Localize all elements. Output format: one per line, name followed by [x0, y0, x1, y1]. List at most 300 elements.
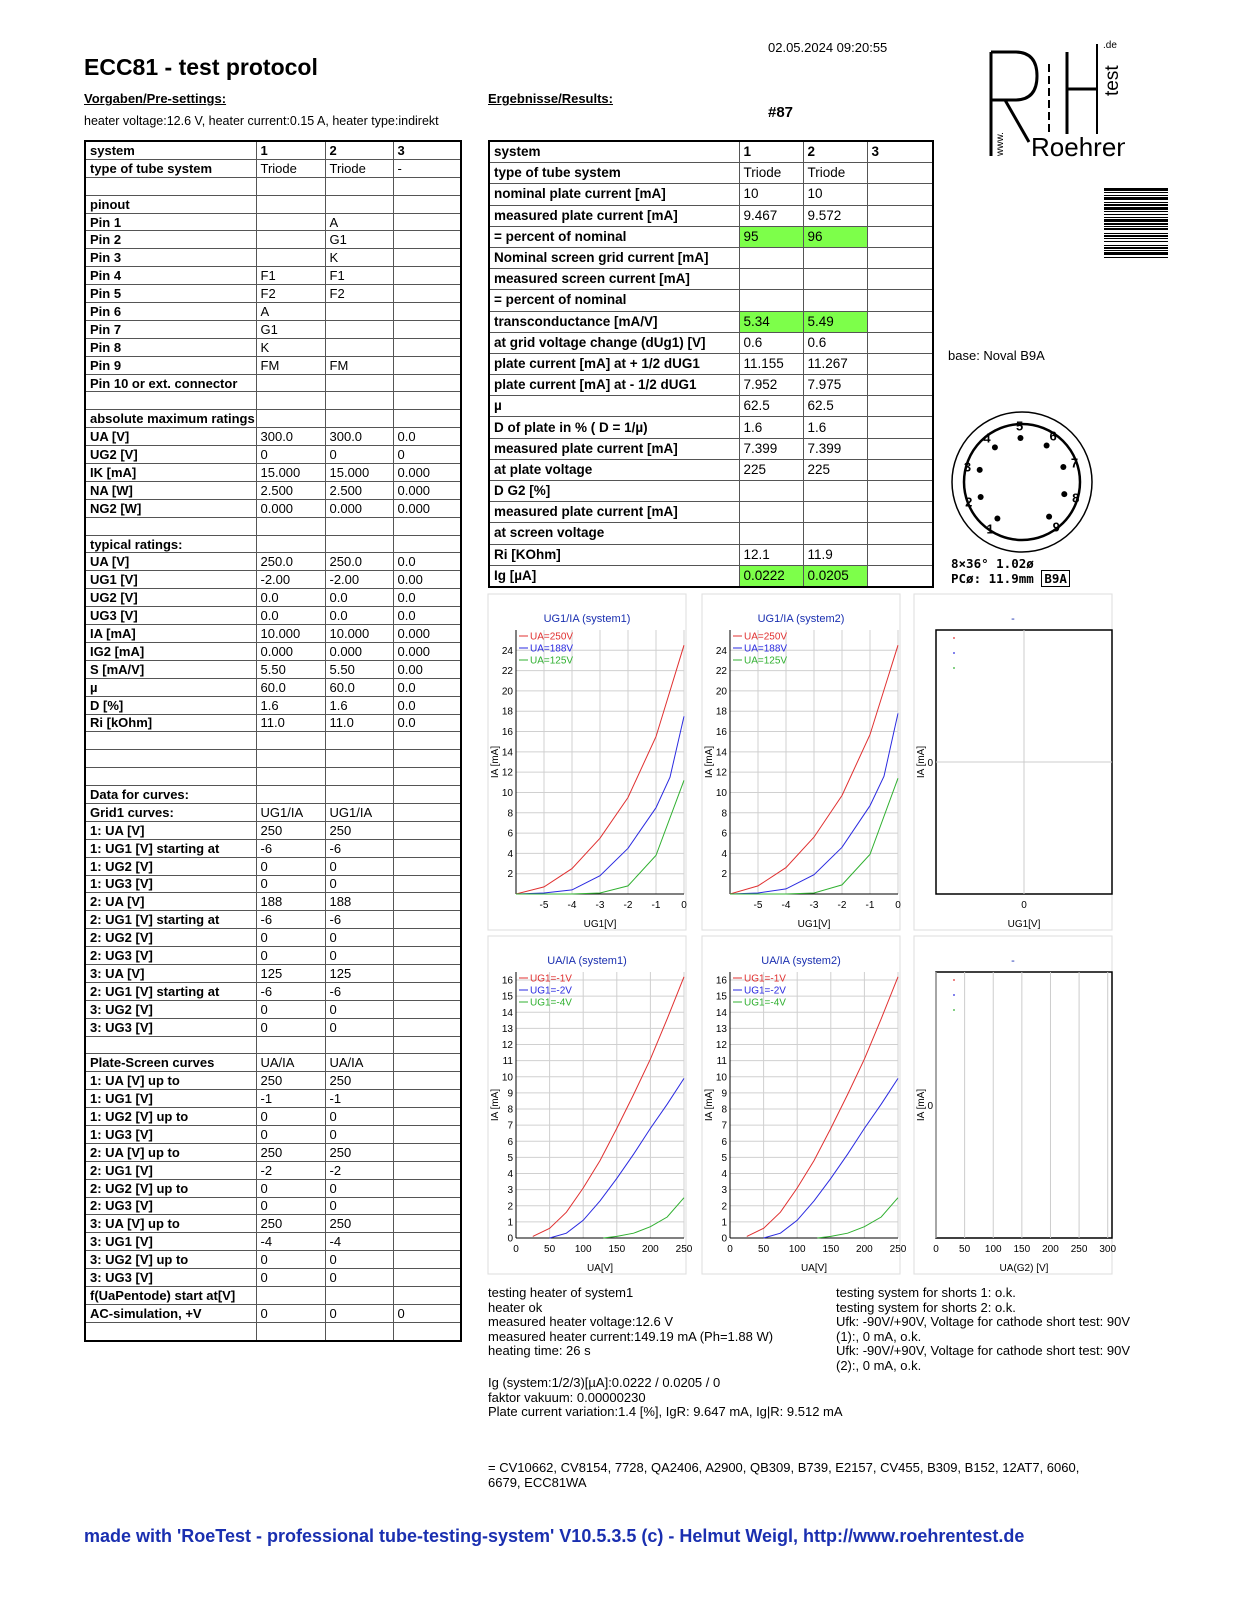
row-label: S [mA/V] — [85, 660, 256, 678]
y-tick-label: 5 — [721, 1152, 727, 1164]
result-value: Triode — [803, 163, 867, 184]
result-value — [867, 417, 933, 438]
result-value: 0.0205 — [803, 565, 867, 587]
note-line: heater ok — [488, 1299, 543, 1315]
cell-value: 60.0 — [325, 678, 393, 696]
x-axis-label: UG1[V] — [797, 919, 831, 930]
presettings-row — [85, 213, 461, 231]
cell-value: A — [325, 213, 393, 231]
barcode-bar — [1104, 197, 1168, 200]
cell-value — [393, 875, 461, 893]
y-axis-label: IA [mA] — [704, 1088, 715, 1122]
cell-value — [393, 1143, 461, 1161]
note-line: Ufk: -90V/+90V, Voltage for cathode short test: 90V — [836, 1343, 1131, 1358]
cell-value: 0.000 — [325, 642, 393, 660]
cell-value: UG1/IA — [325, 803, 393, 821]
y-tick-label: 12 — [715, 767, 727, 779]
presettings-row — [85, 714, 461, 732]
result-label: transconductance [mA/V] — [489, 311, 739, 332]
x-tick-label: 150 — [608, 1244, 626, 1255]
row-label: Pin 10 or ext. connector — [85, 374, 256, 392]
y-tick-label: 2 — [721, 1201, 727, 1213]
row-label: 2: UA [V] up to — [85, 1143, 256, 1161]
cell-value — [256, 517, 325, 535]
cell-value — [393, 1125, 461, 1143]
cell-value: 0.0 — [393, 553, 461, 571]
presettings-row — [85, 249, 461, 267]
row-label: Pin 4 — [85, 267, 256, 285]
cell-value: 0.000 — [256, 499, 325, 517]
presettings-row — [85, 1251, 461, 1269]
row-label: 2: UG1 [V] starting at — [85, 982, 256, 1000]
result-value: 225 — [739, 459, 803, 480]
cell-value: -4 — [325, 1233, 393, 1251]
cell-value: 0 — [256, 857, 325, 875]
pin-dot — [1044, 443, 1050, 449]
presettings-row — [85, 1161, 461, 1179]
y-tick-label: 6 — [507, 828, 513, 840]
cell-value: 0 — [325, 1269, 393, 1287]
cell-value — [256, 535, 325, 553]
pin-dot — [994, 515, 1000, 521]
cell-value — [393, 964, 461, 982]
barcode-bar — [1104, 188, 1168, 191]
y-tick-label: 18 — [501, 706, 513, 718]
cell-value: G1 — [256, 320, 325, 338]
x-tick-label: 50 — [959, 1244, 971, 1255]
result-value: 10 — [739, 184, 803, 205]
cell-value: 0 — [256, 1304, 325, 1322]
cell-value — [325, 535, 393, 553]
cell-value: F2 — [256, 285, 325, 303]
cell-value — [393, 410, 461, 428]
cell-value — [393, 750, 461, 768]
presettings-row — [85, 1233, 461, 1251]
result-label: plate current [mA] at + 1/2 dUG1 — [489, 353, 739, 374]
result-value — [867, 311, 933, 332]
cell-value — [256, 249, 325, 267]
shorts-test-notes — [836, 1286, 1176, 1373]
row-label: 1: UG1 [V] — [85, 1090, 256, 1108]
cell-value — [325, 320, 393, 338]
presettings-row — [85, 857, 461, 875]
cell-value: -6 — [325, 982, 393, 1000]
y-tick-label: 8 — [507, 808, 513, 820]
legend-label: UA=250V — [530, 631, 574, 643]
presettings-row — [85, 1197, 461, 1215]
barcode-bar — [1104, 228, 1168, 230]
row-label: 1: UG3 [V] — [85, 1125, 256, 1143]
presettings-row — [85, 517, 461, 535]
presettings-row — [85, 285, 461, 303]
result-label: Ri [KOhm] — [489, 544, 739, 565]
cell-value: F1 — [256, 267, 325, 285]
result-value: 7.975 — [803, 375, 867, 396]
result-label: = percent of nominal — [489, 290, 739, 311]
legend-label: UG1=-2V — [530, 985, 572, 997]
cell-value: 0 — [325, 857, 393, 875]
cell-value: 250 — [256, 1072, 325, 1090]
barcode-bar — [1104, 223, 1168, 225]
cell-value — [393, 392, 461, 410]
pin-number: 3 — [963, 459, 972, 475]
result-value: 0.0222 — [739, 565, 803, 587]
cell-value: 0 — [256, 1197, 325, 1215]
row-label — [85, 1036, 256, 1054]
legend-label: UA=250V — [744, 631, 788, 643]
presettings-row — [85, 660, 461, 678]
y-tick-label: 11 — [502, 1056, 513, 1068]
result-value — [739, 290, 803, 311]
result-value: 1 — [739, 141, 803, 163]
cell-value: 125 — [325, 964, 393, 982]
y-tick-label: 4 — [721, 848, 727, 860]
x-tick-label: 0 — [895, 900, 901, 911]
result-value — [739, 523, 803, 544]
x-axis-label: UA(G2) [V] — [999, 1263, 1049, 1274]
cell-value — [393, 982, 461, 1000]
cell-value — [393, 285, 461, 303]
cell-value: FM — [325, 356, 393, 374]
row-label: UG2 [V] — [85, 589, 256, 607]
y-tick-label: 20 — [715, 686, 727, 698]
row-label: 3: UG2 [V] up to — [85, 1251, 256, 1269]
row-label: 2: UG3 [V] — [85, 1197, 256, 1215]
presettings-row — [85, 1322, 461, 1340]
pin-dot — [1046, 514, 1052, 520]
presettings-row — [85, 481, 461, 499]
curve-chart — [914, 936, 1117, 1279]
presettings-row — [85, 338, 461, 356]
cell-value: 0 — [325, 875, 393, 893]
barcode-bar — [1104, 233, 1168, 234]
x-axis-label: UA[V] — [800, 1263, 828, 1274]
cell-value — [256, 213, 325, 231]
y-tick-label: 15 — [501, 991, 513, 1003]
presettings-row — [85, 159, 461, 177]
presettings-row — [85, 535, 461, 553]
row-label: IG2 [mA] — [85, 642, 256, 660]
y-tick-label: 22 — [501, 666, 513, 678]
cell-value: 0.0 — [393, 428, 461, 446]
cell-value — [325, 303, 393, 321]
results-row — [489, 459, 933, 480]
legend-label: UA=188V — [744, 643, 788, 655]
y-tick-label: 0 — [927, 1101, 933, 1112]
result-value — [739, 502, 803, 523]
y-tick-label: 14 — [501, 1007, 513, 1019]
cell-value — [393, 786, 461, 804]
cell-value — [256, 732, 325, 750]
cell-value: 5.50 — [325, 660, 393, 678]
y-tick-label: 16 — [715, 975, 727, 987]
y-tick-label: 1 — [507, 1217, 513, 1229]
chart-title: UG1/IA (system2) — [757, 613, 845, 625]
cell-value: 0 — [256, 1251, 325, 1269]
result-value — [867, 269, 933, 290]
presettings-row — [85, 1054, 461, 1072]
socket-spec-line2: PCø: 11.9mm B9A — [951, 571, 1070, 586]
x-tick-label: -4 — [567, 900, 577, 911]
row-label: UG1 [V] — [85, 571, 256, 589]
row-label: µ — [85, 678, 256, 696]
pin-number: 4 — [983, 430, 991, 446]
cell-value — [325, 1322, 393, 1340]
legend-label: UG1=-4V — [744, 997, 786, 1009]
cell-value: 0.0 — [325, 607, 393, 625]
curve-chart — [488, 936, 693, 1279]
row-label: 1: UA [V] — [85, 821, 256, 839]
cell-value: 0.0 — [393, 678, 461, 696]
row-label: absolute maximum ratings — [85, 410, 256, 428]
cell-value — [393, 267, 461, 285]
y-tick-label: 24 — [501, 645, 513, 657]
row-label: 2: UG1 [V] starting at — [85, 911, 256, 929]
cell-value: 0 — [256, 446, 325, 464]
legend-dot — [953, 652, 955, 654]
cell-value — [393, 1108, 461, 1126]
row-label: Pin 5 — [85, 285, 256, 303]
cell-value: 0.0 — [393, 714, 461, 732]
y-tick-label: 16 — [501, 975, 513, 987]
row-label — [85, 392, 256, 410]
cell-value — [325, 517, 393, 535]
base-label: base: Noval B9A — [948, 348, 1045, 363]
cell-value: 125 — [256, 964, 325, 982]
equivalents-line1: = CV10662, CV8154, 7728, QA2406, A2900, QB309, B739, E2157, CV455, B309, B152, 12AT7, 6060, — [488, 1460, 1080, 1475]
y-tick-label: 4 — [507, 1169, 513, 1181]
result-value: 7.952 — [739, 375, 803, 396]
result-value — [867, 438, 933, 459]
presettings-row — [85, 1215, 461, 1233]
x-tick-label: 250 — [889, 1244, 907, 1255]
cell-value: 0 — [256, 1269, 325, 1287]
results-row — [489, 332, 933, 353]
note-line: Plate current variation:1.4 [%], IgR: 9.647 mA, Ig|R: 9.512 mA — [488, 1404, 843, 1419]
result-value — [867, 459, 933, 480]
note-line: testing system for shorts 1: o.k. — [836, 1285, 1016, 1300]
y-axis-label: IA [mA] — [916, 1088, 927, 1122]
cell-value: A — [256, 303, 325, 321]
cell-value — [393, 893, 461, 911]
legend-dot — [953, 979, 955, 981]
cell-value: 0 — [256, 1000, 325, 1018]
result-value: 11.9 — [803, 544, 867, 565]
row-label: Pin 9 — [85, 356, 256, 374]
cell-value: 3 — [393, 141, 461, 159]
pin-dot — [1061, 491, 1067, 497]
page-title: ECC81 - test protocol — [84, 54, 318, 80]
curve-chart — [702, 594, 900, 935]
x-tick-label: -4 — [781, 900, 791, 911]
x-tick-label: 150 — [1013, 1244, 1031, 1255]
barcode-bar — [1104, 247, 1168, 249]
row-label: 3: UA [V] up to — [85, 1215, 256, 1233]
cell-value: 0 — [325, 1018, 393, 1036]
presettings-row — [85, 964, 461, 982]
result-value — [867, 565, 933, 587]
cell-value — [393, 374, 461, 392]
cell-value: 0 — [325, 1197, 393, 1215]
row-label — [85, 732, 256, 750]
row-label: 1: UG1 [V] starting at — [85, 839, 256, 857]
cell-value: 0 — [256, 1179, 325, 1197]
y-tick-label: 0 — [721, 1233, 727, 1245]
cell-value — [256, 1322, 325, 1340]
presettings-row — [85, 446, 461, 464]
presettings-row — [85, 982, 461, 1000]
cell-value: 0 — [325, 1179, 393, 1197]
y-axis-label: IA [mA] — [490, 1088, 501, 1122]
row-label: 2: UG1 [V] — [85, 1161, 256, 1179]
presettings-row — [85, 499, 461, 517]
cell-value: 0.0 — [393, 696, 461, 714]
result-value — [867, 375, 933, 396]
cell-value — [393, 338, 461, 356]
cell-value: 15.000 — [256, 464, 325, 482]
cell-value — [393, 356, 461, 374]
result-value — [867, 544, 933, 565]
x-tick-label: 200 — [1042, 1244, 1059, 1255]
cell-value — [256, 177, 325, 195]
y-tick-label: 18 — [715, 706, 727, 718]
row-label: 1: UA [V] up to — [85, 1072, 256, 1090]
x-axis-label: UG1[V] — [1007, 919, 1041, 930]
y-tick-label: 11 — [716, 1056, 727, 1068]
y-tick-label: 3 — [721, 1185, 727, 1197]
cell-value — [393, 732, 461, 750]
presettings-row — [85, 356, 461, 374]
presettings-row — [85, 177, 461, 195]
result-value: 10 — [803, 184, 867, 205]
row-label: Pin 3 — [85, 249, 256, 267]
note-line: (2):, 0 mA, o.k. — [836, 1357, 922, 1373]
cell-value: - — [393, 159, 461, 177]
cell-value: 10.000 — [325, 625, 393, 643]
result-value — [867, 184, 933, 205]
chart-svg — [914, 594, 1112, 930]
presettings-row — [85, 696, 461, 714]
cell-value — [393, 857, 461, 875]
result-value — [867, 481, 933, 502]
cell-value: 250 — [256, 821, 325, 839]
y-axis-label: IA [mA] — [704, 745, 715, 779]
presettings-row — [85, 929, 461, 947]
cell-value — [393, 1054, 461, 1072]
presettings-row — [85, 141, 461, 159]
cell-value: 0 — [325, 1125, 393, 1143]
cell-value — [256, 1036, 325, 1054]
cell-value: 0.000 — [393, 481, 461, 499]
cell-value — [393, 803, 461, 821]
y-tick-label: 4 — [507, 848, 513, 860]
cell-value: 0 — [325, 446, 393, 464]
cell-value: Triode — [325, 159, 393, 177]
result-value — [739, 481, 803, 502]
legend-dot — [953, 637, 955, 639]
row-label: 1: UG2 [V] up to — [85, 1108, 256, 1126]
result-value — [803, 269, 867, 290]
result-value — [867, 502, 933, 523]
legend-label: UG1=-1V — [744, 973, 786, 985]
cell-value: 250 — [325, 821, 393, 839]
cell-value — [393, 535, 461, 553]
cell-value: 0 — [256, 947, 325, 965]
y-tick-label: 22 — [715, 666, 727, 678]
heater-settings: heater voltage:12.6 V, heater current:0.15 A, heater type:indirekt — [84, 114, 439, 128]
cell-value: -6 — [325, 839, 393, 857]
cell-value — [325, 786, 393, 804]
result-label: at screen voltage — [489, 523, 739, 544]
equivalents — [488, 1461, 1188, 1490]
cell-value: 0 — [256, 1125, 325, 1143]
cell-value — [393, 1322, 461, 1340]
y-tick-label: 6 — [721, 1136, 727, 1148]
note-line: faktor vakuum: 0.00000230 — [488, 1389, 646, 1405]
chart-title: - — [1011, 955, 1015, 967]
presettings-row — [85, 1287, 461, 1305]
presettings-row — [85, 750, 461, 768]
cell-value: UG1/IA — [256, 803, 325, 821]
cell-value: 0.00 — [393, 571, 461, 589]
y-tick-label: 2 — [507, 1201, 513, 1213]
cell-value: 188 — [325, 893, 393, 911]
result-label: plate current [mA] at - 1/2 dUG1 — [489, 375, 739, 396]
cell-value: F1 — [325, 267, 393, 285]
row-label: UA [V] — [85, 428, 256, 446]
cell-value — [256, 750, 325, 768]
cell-value — [393, 195, 461, 213]
curve-chart — [914, 594, 1112, 935]
chart-svg — [914, 936, 1117, 1274]
x-tick-label: 0 — [933, 1244, 939, 1255]
row-label: system — [85, 141, 256, 159]
y-tick-label: 6 — [721, 828, 727, 840]
presettings-row — [85, 678, 461, 696]
y-tick-label: 1 — [721, 1217, 727, 1229]
y-tick-label: 4 — [721, 1169, 727, 1181]
cell-value: F2 — [325, 285, 393, 303]
note-line: measured heater current:149.19 mA (Ph=1.88 W) — [488, 1328, 774, 1344]
chart-svg — [488, 594, 686, 930]
result-value — [867, 163, 933, 184]
result-value — [803, 481, 867, 502]
pin-number: 6 — [1049, 428, 1057, 444]
plot-area — [936, 972, 1112, 1238]
row-label: NA [W] — [85, 481, 256, 499]
cell-value: 250 — [325, 1215, 393, 1233]
y-tick-label: 8 — [721, 1104, 727, 1116]
row-label: 1: UG3 [V] — [85, 875, 256, 893]
legend-dot — [953, 994, 955, 996]
cell-value — [325, 768, 393, 786]
chart-title: UA/IA (system2) — [761, 955, 841, 967]
cell-value: -2.00 — [325, 571, 393, 589]
barcode-bar — [1104, 214, 1168, 215]
result-value: Triode — [739, 163, 803, 184]
row-label: 2: UG2 [V] up to — [85, 1179, 256, 1197]
result-value — [739, 269, 803, 290]
row-label: UG2 [V] — [85, 446, 256, 464]
result-value — [803, 247, 867, 268]
x-tick-label: -3 — [809, 900, 819, 911]
y-tick-label: 10 — [715, 1072, 727, 1084]
y-tick-label: 14 — [715, 1007, 727, 1019]
presettings-row — [85, 1269, 461, 1287]
result-value: 9.572 — [803, 205, 867, 226]
presettings-row — [85, 625, 461, 643]
cell-value — [393, 303, 461, 321]
